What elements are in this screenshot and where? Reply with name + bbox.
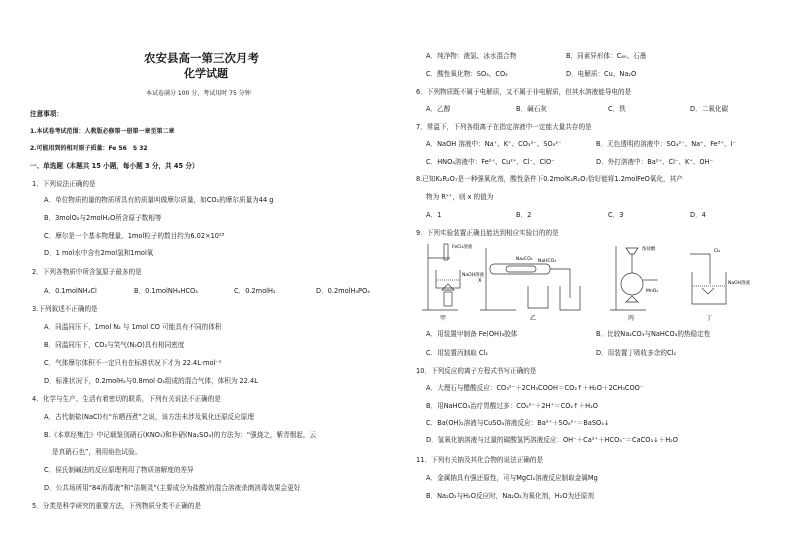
notes-heading: 注意事项： [30,110,63,118]
label-mno2: MnO₂ [646,289,659,294]
question-stem: 11．下列有关钠及其化合物的说法正确的是 [416,456,544,464]
option-d: D．氢氧化钠溶液与过量的碳酸氢钙溶液反应：OH⁻＋Ca²⁺＋HCO₃⁻＝CaCO₃↓＋H₂O [426,436,678,444]
option-b: B．2 [516,211,532,219]
option-b: B．用NaHCO₃治疗胃酸过多：CO₃²⁻＋2H⁺＝CO₂↑＋H₂O [426,402,598,410]
option-c: C．HNO₃溶液中：Fe²⁺、Cu²⁺、Cl⁻、ClO⁻ [426,158,555,166]
option-d: D．用装置丁吸收多余的Cl₂ [596,349,677,357]
option-a: A．单位物质的量的物质所具有的质量叫做摩尔质量，如CO₂的摩尔质量为44 g [44,196,274,204]
label-hcl: 浓盐酸 [642,247,656,252]
option-a: A．金属钠具有强还原性，可与MgCl₂溶液反应制取金属Mg [426,474,598,482]
option-c: C．Ba(OH)₂溶液与CuSO₄溶液反应：Ba²⁺＋SO₄²⁻＝BaSO₄↓ [426,419,610,427]
note-1: 1.本试卷考试范围：人教版必修第一册第一章至第二章 [30,128,175,135]
caption-jia: 甲 [440,315,447,322]
option-d: D．1 mol水中含有2mol氢和1mol氧 [44,249,154,257]
exam-meta: 本试卷满分 100 分，考试用时 75 分钟 [146,90,251,97]
option-a: A．0.1molNH₄Cl [44,287,97,295]
option-d: D．电解质：Cu、Na₂O [566,70,637,78]
option-b: B．0.1molNH₄HCO₃ [134,287,198,295]
label-fecl3: FeCl₃溶液 [452,245,473,250]
option-a: A．古代制盐(NaCl)有“东晒西煮”之说，该方法未涉及氧化还原反应原理 [44,413,254,421]
option-d: D．4 [690,211,706,219]
label-x: X [478,278,482,284]
question-stem: 6．下列物质既不属于电解质，又不属于非电解质，但其水溶液能导电的是 [416,88,632,96]
question-stem: 4．化学与生产、生活有着密切的联系，下列有关说法不正确的是 [32,395,221,403]
caption-bing: 丙 [628,315,635,322]
option-c: C．酸性氧化物：SO₃、CO₂ [426,70,508,78]
option-a: A．同温同压下，1mol N₂ 与 1mol CO 可能具有不同的体积 [44,323,222,331]
label-nahco3: NaHCO₃ [538,259,556,264]
option-b: B．同素异形体：C₆₀、石墨 [566,52,647,60]
caption-ding: 丁 [706,315,713,322]
option-b: B．Na₂O₂与H₂O反应时，Na₂O₂为氧化剂，H₂O为还原剂 [426,492,594,500]
label-naoh-ding: NaOH溶液 [728,281,751,286]
question-stem: 3.下列叙述不正确的是 [32,305,98,313]
option-a: A．乙醇 [426,105,451,113]
option-b: B．3molO₂与2molH₂O所含原子数相等 [44,214,162,222]
option-c: C．3 [608,211,624,219]
option-c: C．铁 [608,105,626,113]
option-d: D．二氧化碳 [690,105,729,113]
option-a: A．NaOH 溶液中：Na⁺、K⁺、CO₃²⁻、SO₄²⁻ [426,140,562,148]
question-stem-continued: 物为 Rˣ⁺，则 x 的值为 [426,193,494,201]
option-d: D．标准状况下，0.2molH₂与0.8mol O₂组成的混合气体，体积为 22.4L [44,377,258,385]
option-a: A．纯净物：液氯、冰水混合物 [426,52,517,60]
option-c: C．摩尔是一个基本物理量，1mol粒子的数目约为6.02×10²³ [44,232,225,240]
option-b: B．比较Na₂CO₃与NaHCO₃的热稳定性 [596,330,711,338]
label-na2co3: Na₂CO₃ [516,257,533,262]
question-5-stem: 5．分类是科学研究的重要方法，下列物质分类不正确的是 [32,502,202,510]
subject-title: 化学试题 [184,67,228,80]
option-a: A．1 [426,211,442,219]
question-stem: 10．下列反应的离子方程式书写正确的是 [416,367,537,375]
question-stem: 9．下列实验装置正确且能达到相应实验目的的是 [416,229,559,237]
label-cl2: Cl₂ [714,249,721,254]
option-b: B．碱石灰 [516,105,547,113]
option-a: A．大理石与醋酸反应：CO₃²⁻＋2CH₃COOH＝CO₂↑＋H₂O＋2CH₃COO⁻ [426,384,644,392]
option-a: A．用装置甲制备 Fe(OH)₃胶体 [426,330,518,338]
question-stem: 8.已知K₂R₂O₇是一种强氧化剂，酸性条件下0.2molK₂R₂O₇恰好能将1.2molFeO氧化，其产 [416,175,683,183]
option-c: C．气体摩尔体积不一定只有在标准状况下才为 22.4L·mol⁻¹ [44,359,222,367]
question-stem: 2．下列各物质中所含氢原子最多的是 [32,268,142,276]
apparatus-figure [420,240,770,324]
option-d: D．外打溶液中：Ba²⁺、Cl⁻、K⁺、OH⁻ [596,158,714,166]
option-b: B．同温同压下，CO₂与笑气(N₂O)具有相同密度 [44,341,185,349]
section-heading: 一、单选题（本题共 15 小题，每小题 3 分，共 45 分） [30,162,199,170]
option-c: C．用装置丙制取 Cl₂ [426,349,488,357]
question-stem: 1．下列说法正确的是 [32,180,96,188]
question-stem: 7．常温下，下列各组离子在指定溶液中一定能大量共存的是 [416,123,592,131]
note-2: 2.可能用到的相对原子质量：Fe 56 S 32 [30,145,148,152]
option-c: C．侯氏制碱法的反应原理利用了物质溶解度的差异 [44,466,194,474]
option-b: B.《本草经集注》中记载鉴别硝石(KNO₃)和朴硝(Na₂SO₄)的方法为：“强烧之，紫青烟起，云 [44,431,317,439]
label-naoh-jia: NaOH溶液 [462,273,485,278]
page-title: 农安县高一第三次月考 [144,51,259,65]
option-b-continued: 是真硝石也”，利用焰色试验。 [52,448,142,456]
option-c: C．0.2molH₂ [234,287,276,295]
caption-yi: 乙 [530,315,537,322]
option-b: B．无色透明的溶液中：SO₄²⁻、Na⁺、Fe³⁺、I⁻ [596,140,736,148]
option-d: D．0.2molH₃PO₄ [316,287,370,295]
option-d: D．公共场所用“84消毒液”和“洁厕灵”(主要成分为盐酸)的混合溶液杀菌消毒效果会更好 [44,484,301,492]
